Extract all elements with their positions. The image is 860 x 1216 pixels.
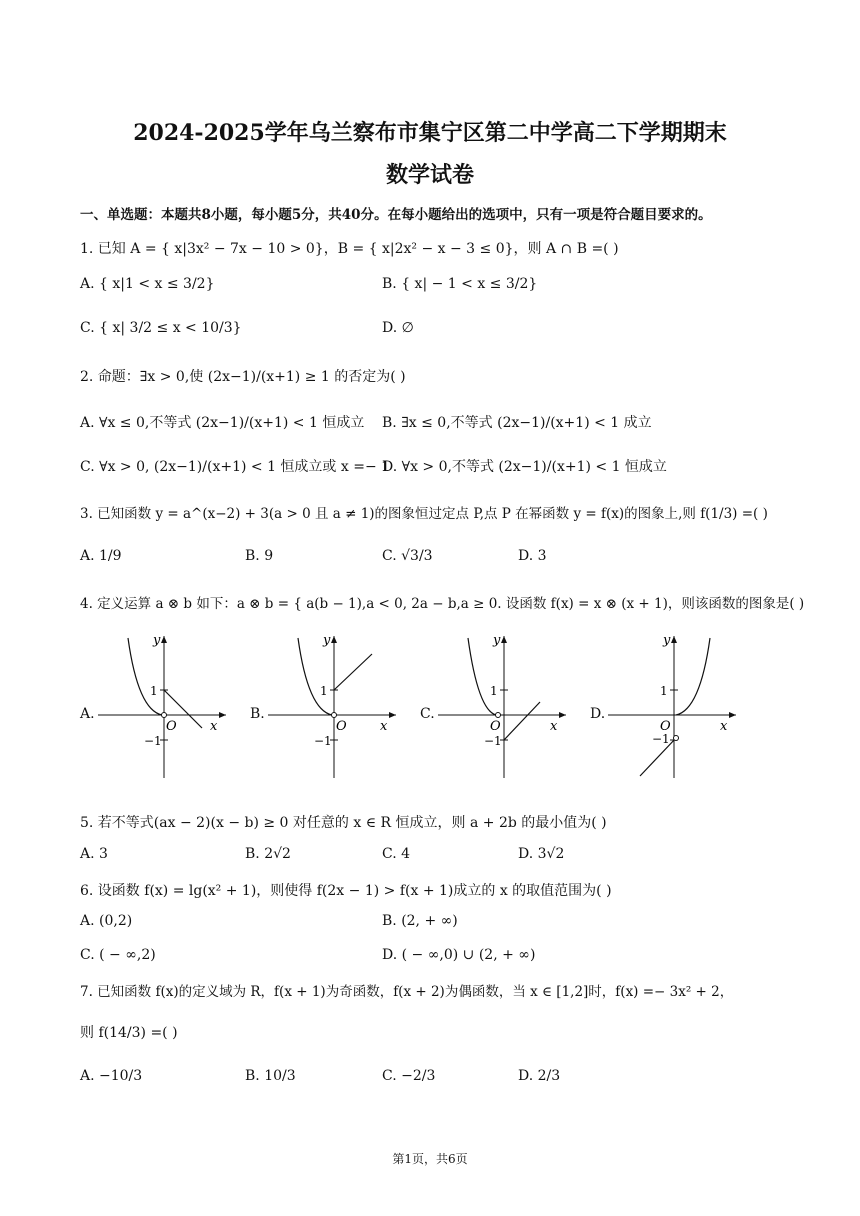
q1-option-d: D. ∅ [382,320,414,336]
q4-stem: 4. 定义运算 a ⊗ b 如下：a ⊗ b = { a(b − 1),a < 0, 2a − b,a ≥ 0. 设函数 f(x) = x ⊗ (x + 1)，则该函数的图象是( ) [80,596,805,612]
q4-graph-d [608,630,740,780]
axis-y-label: y [493,633,501,648]
q6-option-a: A. (0,2) [80,913,133,929]
section-heading: 一、单选题：本题共8小题，每小题5分，共40分。在每小题给出的选项中，只有一项是符合题目要求的。 [80,207,712,223]
q3-option-a: A. 1/9 [80,548,122,564]
q5-option-b: B. 2√2 [245,846,291,862]
exam-title-line2: 数学试卷 [385,162,474,188]
exam-title-line1: 2024-2025学年乌兰察布市集宁区第二中学高二下学期期末 [133,120,727,146]
origin-label: O [490,719,501,734]
q7-option-c: C. −2/3 [382,1068,436,1084]
axis-x-label: x [720,719,728,734]
q4-option-b-label: B. [250,706,265,722]
q3-option-d: D. 3 [518,548,547,564]
axis-x-label: x [380,719,388,734]
tick-1-label: 1 [660,684,668,698]
origin-label: O [166,719,177,734]
axis-y-label: y [153,633,161,648]
tick-1-label: 1 [320,684,328,698]
origin-label: O [336,719,347,734]
q6-option-b: B. (2, + ∞) [382,913,458,929]
q2-option-b: B. ∃x ≤ 0,不等式 (2x−1)/(x+1) < 1 成立 [382,415,652,431]
q1-stem: 1. 已知 A = { x|3x² − 7x − 10 > 0}，B = { x|2x² − x − 3 ≤ 0}，则 A ∩ B =( ) [80,241,619,257]
q6-stem: 6. 设函数 f(x) = lg(x² + 1)，则使得 f(2x − 1) > f(x + 1)成立的 x 的取值范围为( ) [80,883,612,899]
axis-x-label: x [550,719,558,734]
q6-option-c: C. ( − ∞,2) [80,947,156,963]
tick-1-label: 1 [150,684,158,698]
q5-option-a: A. 3 [80,846,108,862]
q4-option-a-label: A. [80,706,95,722]
q3-option-c: C. √3/3 [382,548,433,564]
q6-option-d: D. ( − ∞,0) ∪ (2, + ∞) [382,947,536,963]
q4-option-c-label: C. [420,706,435,722]
q5-option-d: D. 3√2 [518,846,565,862]
q2-stem: 2. 命题：∃x > 0,使 (2x−1)/(x+1) ≥ 1 的否定为( ) [80,369,406,385]
q7-option-b: B. 10/3 [245,1068,296,1084]
q1-option-b: B. { x| − 1 < x ≤ 3/2} [382,276,538,292]
q1-option-c: C. { x| 3/2 ≤ x < 10/3} [80,320,242,336]
origin-label: O [660,719,671,734]
q7-option-d: D. 2/3 [518,1068,561,1084]
q5-stem: 5. 若不等式(ax − 2)(x − b) ≥ 0 对任意的 x ∈ R 恒成立，则 a + 2b 的最小值为( ) [80,815,607,831]
tick-neg1-label: −1 [484,734,502,748]
q4-option-d-label: D. [590,706,606,722]
axis-x-label: x [210,719,218,734]
q3-stem: 3. 已知函数 y = a^(x−2) + 3(a > 0 且 a ≠ 1)的图象恒过定点 P,点 P 在幂函数 y = f(x)的图象上,则 f(1/3) =( ) [80,506,768,522]
q4-graph-c [438,630,570,780]
tick-neg1-label: −1 [652,732,670,746]
q7-option-a: A. −10/3 [80,1068,143,1084]
q4-graph-a [98,630,230,780]
axis-y-label: y [323,633,331,648]
q2-option-a: A. ∀x ≤ 0,不等式 (2x−1)/(x+1) < 1 恒成立 [80,415,365,431]
tick-1-label: 1 [490,684,498,698]
q4-graph-b [268,630,400,780]
q7-stem-line2: 则 f(14/3) =( ) [80,1025,178,1041]
q3-option-b: B. 9 [245,548,274,564]
q2-option-c: C. ∀x > 0, (2x−1)/(x+1) < 1 恒成立或 x =− 1 [80,459,391,475]
q2-option-d: D. ∀x > 0,不等式 (2x−1)/(x+1) < 1 恒成立 [382,459,667,475]
tick-neg1-label: −1 [144,734,162,748]
q1-option-a: A. { x|1 < x ≤ 3/2} [80,276,215,292]
q5-option-c: C. 4 [382,846,411,862]
q7-stem-line1: 7. 已知函数 f(x)的定义域为 R，f(x + 1)为奇函数，f(x + 2)为偶函数，当 x ∈ [1,2]时，f(x) =− 3x² + 2， [80,984,734,1000]
tick-neg1-label: −1 [314,734,332,748]
axis-y-label: y [663,633,671,648]
page-footer: 第1页，共6页 [392,1152,468,1166]
